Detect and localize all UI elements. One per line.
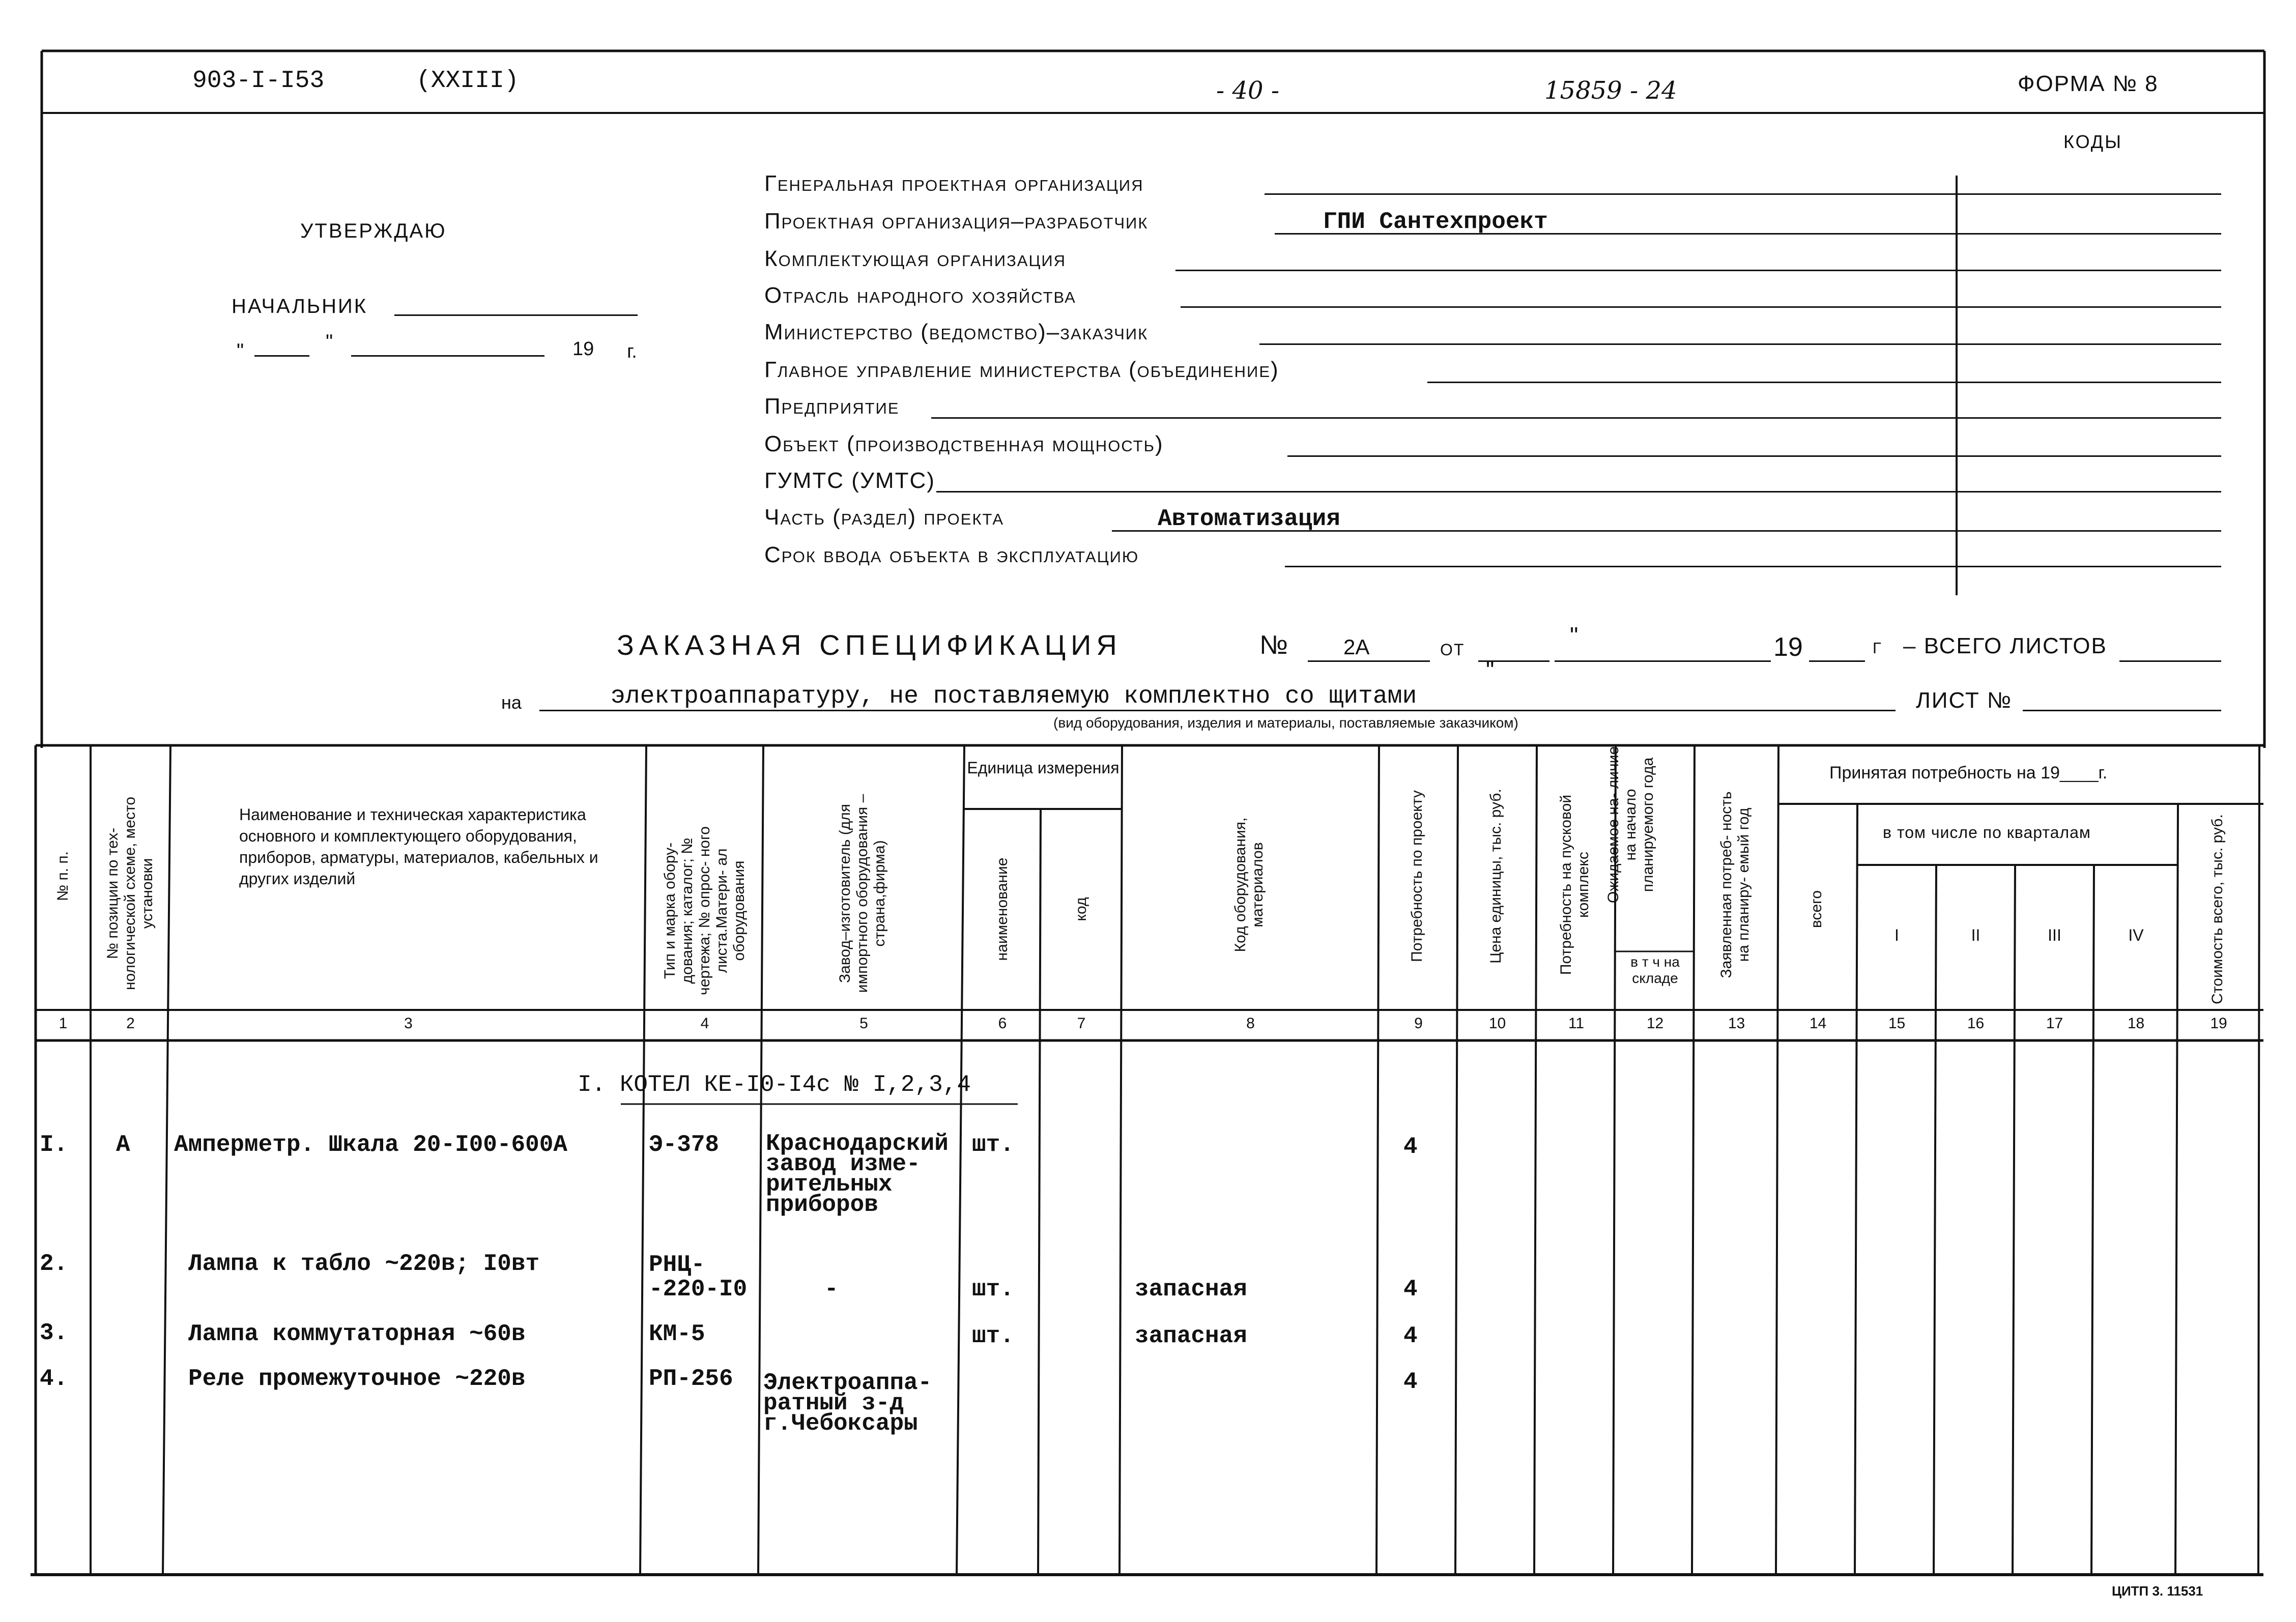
col-header-13: Заявленная потреб- ность на планиру- емый год xyxy=(1718,791,1752,978)
col-number: 2 xyxy=(126,1015,135,1032)
row-3-code: запасная xyxy=(1135,1323,1247,1349)
field-line xyxy=(931,417,2221,419)
row-1-name: Амперметр. Шкала 20-I00-600А xyxy=(174,1132,567,1158)
field-value: ГПИ Сантехпроект xyxy=(1323,209,1548,235)
section-title: I. КОТЕЛ КЕ-I0-I4с № I,2,3,4 xyxy=(578,1071,971,1098)
row-1-type: Э-378 xyxy=(649,1132,720,1158)
col-number: 17 xyxy=(2046,1015,2063,1032)
col-header-7: код xyxy=(1073,897,1089,921)
project-code: 903-I-I53 xyxy=(192,67,325,95)
row-2-name: Лампа к табло ~220в; I0вт xyxy=(188,1251,540,1277)
row-2-type: РНЦ- -220-I0 xyxy=(649,1252,748,1302)
row-4-qty: 4 xyxy=(1403,1369,1418,1395)
col-header-q1: I xyxy=(1895,926,1899,944)
col-number: 16 xyxy=(1967,1015,1985,1032)
row-3-unit: шт. xyxy=(972,1323,1014,1349)
row-2-maker: - xyxy=(824,1276,839,1302)
col-number: 5 xyxy=(859,1015,868,1032)
field-label: Министерство (ведомство)–заказчик xyxy=(764,320,1149,344)
row-1-maker: Краснодарский завод изме- рительных приборов xyxy=(766,1131,949,1218)
spec-total-line xyxy=(2119,660,2221,662)
field-label: Проектная организация–разработчик xyxy=(764,209,1149,234)
spec-from-label: от xyxy=(1440,634,1465,660)
spec-number-label: № xyxy=(1259,630,1288,660)
row-1-position: А xyxy=(116,1132,130,1158)
field-line xyxy=(1427,382,2221,383)
spec-sheet-line xyxy=(2023,710,2221,711)
field-line xyxy=(1112,530,2221,532)
field-line xyxy=(1275,233,2221,235)
field-label: Отрасль народного хозяйства xyxy=(764,283,1076,308)
field-label: ГУМТС (УМТС) xyxy=(764,468,935,493)
col-header-9: Потребность по проекту xyxy=(1409,790,1425,962)
col-number: 3 xyxy=(404,1015,413,1032)
field-label: Предприятие xyxy=(764,394,900,419)
col-header-q3: III xyxy=(2048,926,2061,944)
field-line xyxy=(1287,455,2221,457)
field-label: Срок ввода объекта в эксплуатацию xyxy=(764,542,1139,567)
field-line xyxy=(1259,343,2221,345)
field-line xyxy=(1175,270,2221,271)
field-line xyxy=(1181,306,2221,308)
col-header-quarters: в том числе по кварталам xyxy=(1883,823,2091,842)
col-number: 1 xyxy=(59,1015,68,1032)
field-line xyxy=(1285,566,2221,567)
col-header-5: Завод–изготовитель (для импортного оборудования –страна,фирма) xyxy=(837,794,888,993)
row-3-qty: 4 xyxy=(1403,1323,1418,1349)
col-header-accepted: Принятая потребность на 19____г. xyxy=(1829,763,2108,783)
field-label: Объект (производственная мощность) xyxy=(764,431,1164,456)
col-number: 11 xyxy=(1568,1015,1585,1032)
spec-subject-note: (вид оборудования, изделия и материалы, поставляемые заказчиком) xyxy=(1053,715,1518,731)
date-quote-mid: " xyxy=(326,331,333,353)
spec-total-sheets: – ВСЕГО ЛИСТОВ xyxy=(1903,633,2107,658)
col-header-14: всего xyxy=(1808,890,1825,929)
row-2-unit: шт. xyxy=(972,1276,1014,1302)
date-quote-open: " xyxy=(237,340,244,362)
spec-subject: электроаппаратуру, не поставляемую комплектно со щитами xyxy=(611,683,1417,710)
spec-number: 2А xyxy=(1343,635,1370,659)
col-number: 15 xyxy=(1888,1015,1906,1032)
row-4-type: РП-256 xyxy=(649,1366,733,1392)
project-series: (XXIII) xyxy=(416,67,519,95)
col-number: 4 xyxy=(700,1015,709,1032)
col-header-12b: в т ч на складе xyxy=(1630,954,1680,986)
field-line xyxy=(1265,193,2221,195)
col-number: 6 xyxy=(998,1015,1007,1032)
col-header-4: Тип и марка обору- дования; каталог; № чертежа; № опрос- ного листа.Матери- ал оборудования xyxy=(662,826,748,995)
col-number: 10 xyxy=(1488,1015,1506,1032)
spec-year-line xyxy=(1809,660,1865,662)
col-number: 13 xyxy=(1728,1015,1745,1032)
spec-year: 19 xyxy=(1773,632,1803,662)
col-header-10: Цена единицы, тыс. руб. xyxy=(1487,789,1504,964)
col-header-q2: II xyxy=(1971,926,1981,944)
row-4-maker: Электроаппа- ратный з-д г.Чебоксары xyxy=(763,1370,932,1437)
col-number: 8 xyxy=(1246,1015,1255,1032)
row-2-qty: 4 xyxy=(1403,1276,1418,1302)
col-number: 12 xyxy=(1646,1015,1664,1032)
doc-number: 15859 - 24 xyxy=(1544,76,1677,105)
row-3-type: КМ-5 xyxy=(649,1321,705,1347)
approve-title: УТВЕРЖДАЮ xyxy=(300,220,447,242)
date-month-line xyxy=(351,355,544,357)
col-header-q4: IV xyxy=(2128,926,2144,944)
col-header-3: Наименование и техническая характеристика основного и комплектующего оборудования, приборов, арматуры, материалов, кабельных и других изделий xyxy=(239,805,598,888)
page-number: - 40 - xyxy=(1216,76,1280,105)
col-header-unit-group: Единица измерения xyxy=(967,759,1120,777)
col-header-6: наименование xyxy=(994,857,1011,961)
spec-on-label: на xyxy=(501,692,522,713)
date-year-suffix: г. xyxy=(627,341,637,362)
spec-quote-2: " xyxy=(1486,657,1495,683)
col-header-19: Стоимость всего, тыс. руб. xyxy=(2209,814,2226,1004)
col-header-1: № п. п. xyxy=(54,851,71,902)
field-value: Автоматизация xyxy=(1158,506,1340,532)
row-3-name: Лампа коммутаторная ~60в xyxy=(188,1321,526,1347)
col-number: 14 xyxy=(1809,1015,1827,1032)
col-header-12: Ожидаемое на- личие на начало планируемого года xyxy=(1605,746,1656,904)
field-label: Главное управление министерства (объединение) xyxy=(764,357,1279,382)
field-label: Генеральная проектная организация xyxy=(764,171,1144,196)
field-label: Часть (раздел) проекта xyxy=(764,505,1004,530)
row-4-number: 4. xyxy=(40,1366,68,1392)
row-2-code: запасная xyxy=(1135,1276,1247,1302)
row-3-number: 3. xyxy=(40,1320,68,1346)
spec-sheet-label: ЛИСТ № xyxy=(1916,688,2013,713)
col-number: 9 xyxy=(1414,1015,1423,1032)
col-header-11: Потребность на пусковой комплекс xyxy=(1558,794,1592,975)
row-1-qty: 4 xyxy=(1403,1134,1418,1160)
spec-subject-line xyxy=(539,710,1896,711)
col-number: 7 xyxy=(1077,1015,1086,1032)
chief-signature-line xyxy=(394,314,638,316)
spec-year-suffix: г xyxy=(1873,633,1882,658)
field-label: Комплектующая организация xyxy=(764,246,1067,271)
row-4-name: Реле промежуточное ~220в xyxy=(188,1366,526,1392)
chief-label: НАЧАЛЬНИК xyxy=(232,295,368,317)
field-line xyxy=(936,491,2221,493)
row-1-unit: шт. xyxy=(972,1132,1014,1158)
date-year: 19 xyxy=(572,338,594,360)
spec-quote-1: " xyxy=(1570,622,1578,649)
col-header-8: Код оборудования, материалов xyxy=(1232,817,1266,952)
col-number: 19 xyxy=(2210,1015,2227,1032)
footer-mark: ЦИТП 3. 11531 xyxy=(2112,1583,2203,1599)
spec-title: ЗАКАЗНАЯ СПЕЦИФИКАЦИЯ xyxy=(617,629,1122,661)
date-day-line xyxy=(254,355,309,357)
col-header-2: № позиции по тех- нологической схеме, место установки xyxy=(104,796,156,991)
spec-number-line xyxy=(1308,660,1430,662)
col-number: 18 xyxy=(2127,1015,2145,1032)
form-number: ФОРМА № 8 xyxy=(2018,71,2159,96)
spec-month-line xyxy=(1555,660,1771,662)
codes-header: КОДЫ xyxy=(2063,131,2123,152)
row-1-number: I. xyxy=(40,1132,68,1158)
row-2-number: 2. xyxy=(40,1251,68,1277)
